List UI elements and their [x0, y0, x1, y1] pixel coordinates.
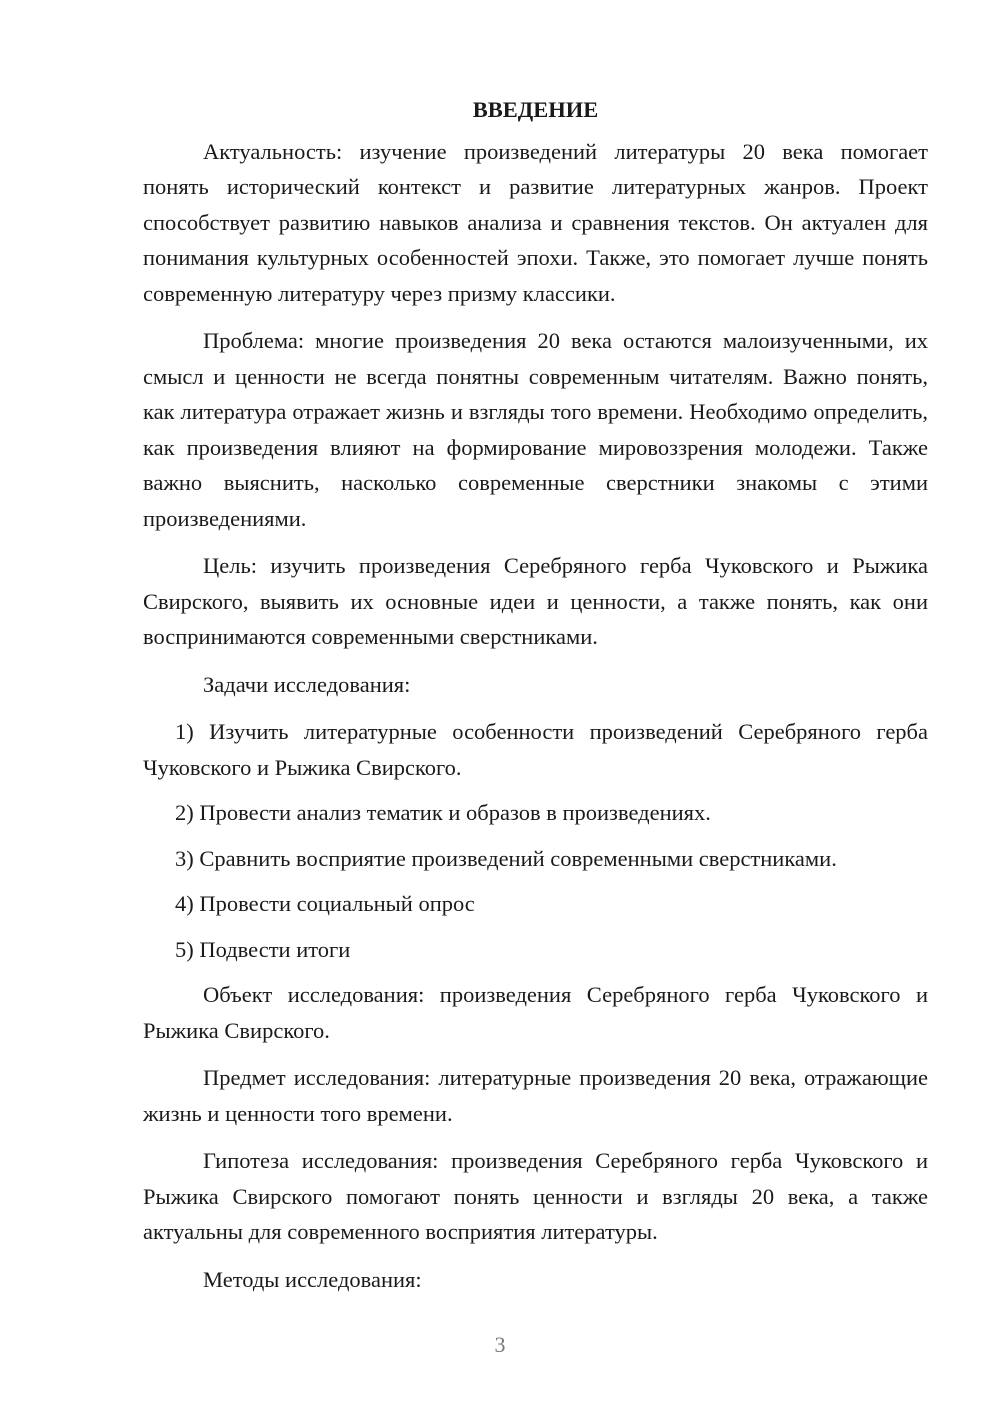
task-item-4: 4) Провести социальный опрос — [175, 891, 475, 916]
problem-paragraph: Проблема: многие произведения 20 века остаются малоизученными, их смысл и ценности не всегда понятны современным читателям. Важно понять, как литература отражает жизнь и взгляды того времени. Необходимо определить, как произведения влияют на формирование мировоззрения молодежи. Также важно выяснить, насколько современные сверстники знакомы с этими произведениями. — [143, 328, 928, 531]
tasks-heading: Задачи исследования: — [203, 671, 411, 697]
goal-paragraph: Цель: изучить произведения Серебряного герба Чуковского и Рыжика Свирского, выявить их основные идеи и ценности, а также понять, как они воспринимаются современными сверстниками. — [143, 553, 928, 649]
task-item-3: 3) Сравнить восприятие произведений современными сверстниками. — [175, 845, 837, 871]
task-item-1: 1) Изучить литературные особенности произведений Серебряного герба Чуковского и Рыжика Свирского. — [143, 719, 928, 780]
document-page — [143, 92, 928, 1309]
object-paragraph: Объект исследования: произведения Серебряного герба Чуковского и Рыжика Свирского. — [143, 982, 928, 1043]
page-title: ВВЕДЕНИЕ — [472, 97, 599, 122]
page-number: 3 — [494, 1332, 506, 1357]
hypothesis-paragraph: Гипотеза исследования: произведения Серебряного герба Чуковского и Рыжика Свирского помогают понять ценности и взгляды 20 века, а также актуальны для современного восприятия литературы. — [143, 1148, 928, 1244]
task-item-2: 2) Провести анализ тематик и образов в произведениях. — [175, 800, 711, 825]
task-item-5: 5) Подвести итоги — [175, 936, 351, 962]
subject-paragraph: Предмет исследования: литературные произведения 20 века, отражающие жизнь и ценности того времени. — [143, 1065, 928, 1126]
relevance-paragraph: Актуальность: изучение произведений литературы 20 века помогает понять исторический контекст и развитие литературных жанров. Проект способствует развитию навыков анализа и сравнения текстов. Он актуален для понимания культурных особенностей эпохи. Также, это помогает лучше понять современную литературу через призму классики. — [143, 138, 928, 306]
methods-heading: Методы исследования: — [203, 1266, 422, 1292]
